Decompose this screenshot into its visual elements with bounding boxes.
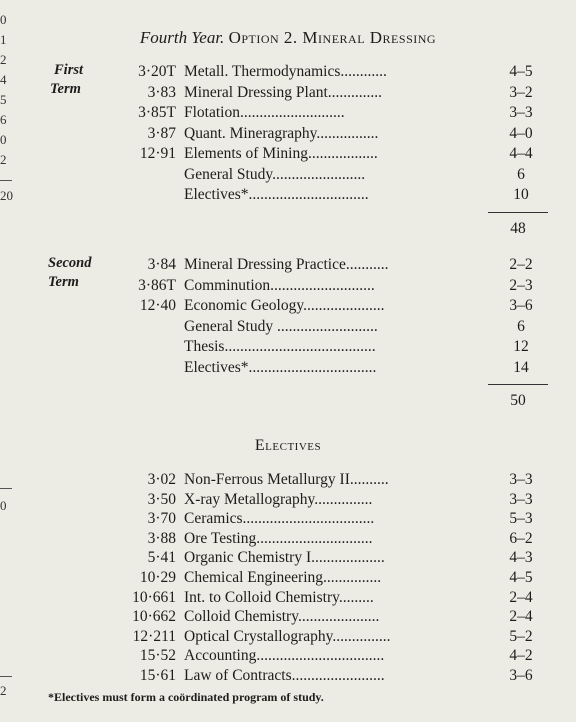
margin-fragment: 1 [0, 32, 7, 47]
margin-fragment: 6 [0, 112, 7, 127]
course-row [0, 529, 576, 549]
course-title: Quant. Mineragraphy................ [184, 124, 379, 142]
course-row [0, 62, 576, 82]
course-title: Non-Ferrous Metallurgy II.......... [184, 471, 389, 488]
course-title: Ceramics.................................. [184, 510, 375, 528]
course-row [0, 568, 576, 588]
margin-fragment: 0 [0, 12, 7, 27]
course-number: 12·211 [132, 627, 176, 645]
course-row [0, 588, 576, 608]
margin-fragment: 2 [0, 52, 7, 67]
course-number: 3·86T [138, 276, 176, 294]
course-hours: 12 [513, 338, 529, 355]
course-hours: 3–3 [509, 471, 533, 488]
course-number: 12·91 [139, 145, 176, 162]
course-hours: 2–4 [509, 588, 533, 606]
course-title: Economic Geology..................... [184, 297, 385, 314]
course-number: 15·61 [139, 667, 176, 684]
course-title: Mineral Dressing Practice........... [184, 256, 389, 273]
margin-fragment: 2 [0, 152, 7, 167]
course-hours: 5–3 [509, 510, 533, 528]
course-title: Electives*................................. [184, 358, 377, 376]
heading-year: Fourth Year. [139, 28, 225, 47]
course-number: 3·88 [147, 529, 176, 547]
course-hours: 3–6 [509, 297, 533, 314]
course-title: Electives*............................... [184, 186, 369, 203]
course-number: 3·85T [138, 104, 176, 121]
second-term-label-1: Second [48, 255, 92, 271]
course-title: X-ray Metallography............... [184, 490, 373, 508]
course-number: 15·52 [139, 647, 176, 665]
course-row [0, 548, 576, 568]
course-title: Elements of Mining.................. [184, 145, 378, 162]
first-term-label-2: Term [50, 81, 81, 97]
margin-fragment: 0 [0, 498, 7, 513]
course-title: General Study .......................... [184, 317, 378, 335]
course-title: Thesis....................................... [184, 338, 376, 355]
course-row [0, 607, 576, 627]
margin-fragment: 20 [0, 188, 13, 203]
course-row [0, 124, 576, 144]
course-row [0, 255, 576, 275]
course-number: 12·40 [139, 297, 176, 314]
electives-heading: Electives [254, 437, 322, 454]
course-hours: 4–2 [509, 647, 533, 665]
margin-fragment: 2 [0, 683, 7, 698]
course-hours: 4–3 [509, 549, 533, 567]
course-title: Flotation........................... [184, 104, 345, 121]
course-hours: 6–2 [509, 529, 533, 547]
course-title: Accounting................................. [184, 647, 385, 665]
course-row [0, 144, 576, 164]
course-title: General Study........................ [184, 165, 366, 183]
course-title: Chemical Engineering............... [184, 569, 382, 586]
course-row [0, 185, 576, 205]
course-row [0, 165, 576, 185]
course-hours: 4–0 [509, 124, 533, 142]
second-term-total: 50 [510, 392, 526, 409]
course-row [0, 627, 576, 647]
course-hours: 5–2 [509, 627, 533, 645]
heading-option: Option 2. Mineral Dressing [228, 28, 437, 47]
margin-fragment: 4 [0, 72, 7, 87]
course-row [0, 358, 576, 378]
course-row [0, 296, 576, 316]
course-hours: 3–3 [509, 490, 533, 508]
course-number: 3·50 [147, 490, 176, 508]
course-hours: 2–3 [509, 276, 533, 294]
course-row [0, 509, 576, 529]
course-hours: 4–5 [509, 63, 533, 80]
footnote: *Electives must form a coördinated program of study. [48, 690, 324, 704]
margin-fragment: 0 [0, 132, 7, 147]
course-title: Comminution........................... [184, 276, 375, 294]
course-row [0, 83, 576, 103]
course-title: Colloid Chemistry..................... [184, 608, 380, 626]
course-title: Ore Testing.............................. [184, 529, 373, 547]
course-number: 3·02 [147, 471, 176, 488]
course-number: 10·662 [132, 608, 176, 626]
course-hours: 14 [513, 358, 529, 376]
course-row [0, 317, 576, 337]
course-hours: 2–2 [509, 256, 533, 273]
second-term-rule [488, 384, 548, 385]
course-hours: 6 [517, 165, 525, 183]
course-title: Mineral Dressing Plant.............. [184, 83, 383, 101]
margin-fragment: 5 [0, 92, 7, 107]
course-title: Metall. Thermodynamics............ [184, 63, 387, 80]
course-hours: 3–6 [509, 667, 533, 684]
course-number: 10·661 [132, 588, 176, 606]
course-title: Law of Contracts........................ [184, 667, 385, 684]
course-number: 3·87 [147, 124, 176, 142]
course-row [0, 470, 576, 490]
course-number: 3·83 [147, 83, 176, 101]
course-number: 3·20T [138, 63, 176, 80]
course-hours: 3–2 [509, 83, 533, 101]
course-row [0, 490, 576, 510]
course-hours: 6 [517, 317, 525, 335]
page-heading [0, 28, 576, 48]
course-row [0, 276, 576, 296]
first-term-total: 48 [510, 220, 526, 237]
course-row [0, 103, 576, 123]
course-hours: 4–4 [509, 145, 533, 162]
course-number: 10·29 [139, 569, 176, 586]
course-number: 5·41 [147, 549, 176, 567]
course-title: Organic Chemistry I................... [184, 549, 385, 567]
course-title: Optical Crystallography............... [184, 627, 391, 645]
course-hours: 4–5 [509, 569, 533, 586]
course-number: 3·70 [147, 510, 176, 528]
course-hours: 3–3 [509, 104, 533, 121]
course-row [0, 337, 576, 357]
course-row [0, 646, 576, 666]
first-term-rule [488, 212, 548, 213]
course-number: 3·84 [147, 256, 176, 273]
second-term-label-2: Term [48, 274, 79, 290]
course-hours: 2–4 [509, 608, 533, 626]
course-title: Int. to Colloid Chemistry......... [184, 588, 374, 606]
first-term-label-1: First [54, 62, 84, 78]
course-row [0, 666, 576, 686]
course-hours: 10 [513, 186, 529, 203]
